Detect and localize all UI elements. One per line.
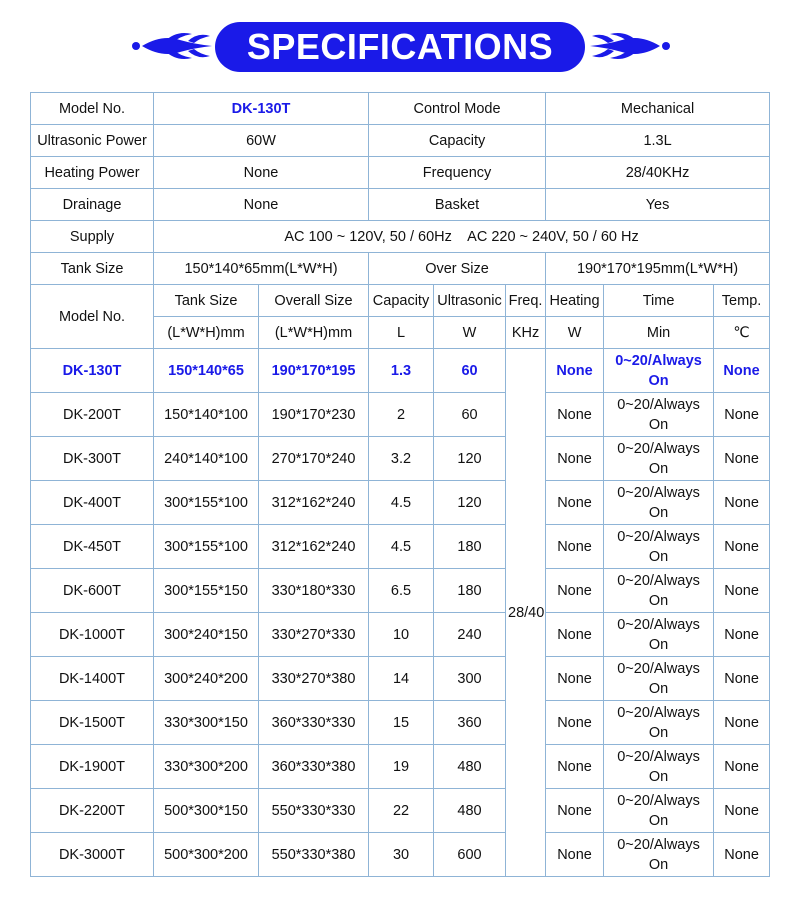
time-line-2: On bbox=[648, 768, 669, 785]
unit-header: (L*W*H)mm bbox=[259, 317, 369, 349]
table-row bbox=[31, 437, 770, 481]
cell-tank: 150*140*100 bbox=[154, 393, 259, 437]
cell-tank: 330*300*200 bbox=[154, 745, 259, 789]
cell-capacity: 15 bbox=[369, 701, 434, 745]
cell-capacity: 4.5 bbox=[369, 525, 434, 569]
cell-time bbox=[604, 393, 714, 437]
cell-ultrasonic: 120 bbox=[434, 437, 506, 481]
header bbox=[0, 0, 800, 84]
time-line-1: 0~20/Always bbox=[617, 396, 700, 413]
cell-ultrasonic: 60 bbox=[434, 393, 506, 437]
time-line-1: 0~20/Always bbox=[617, 528, 700, 545]
cell-model: DK-600T bbox=[31, 569, 154, 613]
cell-model: DK-400T bbox=[31, 481, 154, 525]
cell-heating: None bbox=[546, 613, 604, 657]
summary-value: None bbox=[154, 189, 369, 221]
cell-ultrasonic: 180 bbox=[434, 525, 506, 569]
cell-temp: None bbox=[714, 481, 770, 525]
time-line-2: On bbox=[648, 416, 669, 433]
table-row bbox=[31, 525, 770, 569]
summary-value: DK-130T bbox=[154, 93, 369, 125]
summary-label: Drainage bbox=[31, 189, 154, 221]
cell-overall: 550*330*330 bbox=[259, 789, 369, 833]
spec-table bbox=[30, 92, 770, 877]
cell-heating: None bbox=[546, 437, 604, 481]
column-header: Capacity bbox=[369, 285, 434, 317]
summary-label: Supply bbox=[31, 221, 154, 253]
summary-value: Mechanical bbox=[546, 93, 770, 125]
cell-heating: None bbox=[546, 349, 604, 393]
column-header: Model No. bbox=[31, 285, 154, 349]
cell-overall: 190*170*230 bbox=[259, 393, 369, 437]
cell-time bbox=[604, 349, 714, 393]
summary-row-supply bbox=[31, 221, 770, 253]
cell-capacity: 3.2 bbox=[369, 437, 434, 481]
cell-model: DK-200T bbox=[31, 393, 154, 437]
cell-time bbox=[604, 833, 714, 877]
column-header: Temp. bbox=[714, 285, 770, 317]
summary-label: Ultrasonic Power bbox=[31, 125, 154, 157]
table-row bbox=[31, 393, 770, 437]
cell-tank: 300*155*100 bbox=[154, 525, 259, 569]
time-line-1: 0~20/Always bbox=[615, 352, 702, 369]
model-rows bbox=[31, 349, 770, 877]
cell-heating: None bbox=[546, 481, 604, 525]
cell-ultrasonic: 60 bbox=[434, 349, 506, 393]
summary-row-power bbox=[31, 125, 770, 157]
cell-capacity: 2 bbox=[369, 393, 434, 437]
cell-temp: None bbox=[714, 833, 770, 877]
cell-tank: 300*155*100 bbox=[154, 481, 259, 525]
column-header: Time bbox=[604, 285, 714, 317]
time-line-2: On bbox=[648, 504, 669, 521]
summary-value: 60W bbox=[154, 125, 369, 157]
cell-temp: None bbox=[714, 745, 770, 789]
cell-ultrasonic: 240 bbox=[434, 613, 506, 657]
time-line-1: 0~20/Always bbox=[617, 660, 700, 677]
cell-model: DK-1000T bbox=[31, 613, 154, 657]
cell-temp: None bbox=[714, 613, 770, 657]
summary-label: Heating Power bbox=[31, 157, 154, 189]
cell-ultrasonic: 480 bbox=[434, 789, 506, 833]
time-line-1: 0~20/Always bbox=[617, 792, 700, 809]
cell-time bbox=[604, 437, 714, 481]
page-title: SPECIFICATIONS bbox=[215, 22, 585, 72]
time-line-2: On bbox=[648, 372, 669, 389]
cell-overall: 360*330*380 bbox=[259, 745, 369, 789]
summary-label: Model No. bbox=[31, 93, 154, 125]
cell-heating: None bbox=[546, 745, 604, 789]
cell-heating: None bbox=[546, 393, 604, 437]
cell-model: DK-300T bbox=[31, 437, 154, 481]
time-line-2: On bbox=[648, 548, 669, 565]
cell-tank: 300*240*150 bbox=[154, 613, 259, 657]
summary-value: 150*140*65mm(L*W*H) bbox=[154, 253, 369, 285]
time-line-2: On bbox=[648, 812, 669, 829]
cell-capacity: 22 bbox=[369, 789, 434, 833]
time-line-1: 0~20/Always bbox=[617, 484, 700, 501]
cell-temp: None bbox=[714, 569, 770, 613]
cell-capacity: 10 bbox=[369, 613, 434, 657]
cell-model: DK-130T bbox=[31, 349, 154, 393]
cell-temp: None bbox=[714, 349, 770, 393]
time-line-2: On bbox=[648, 680, 669, 697]
models-header-row bbox=[31, 285, 770, 317]
cell-model: DK-1400T bbox=[31, 657, 154, 701]
unit-header: ℃ bbox=[714, 317, 770, 349]
cell-freq: 28/40 bbox=[506, 349, 546, 877]
unit-header: KHz bbox=[506, 317, 546, 349]
summary-label: Control Mode bbox=[369, 93, 546, 125]
table-row bbox=[31, 789, 770, 833]
column-header: Freq. bbox=[506, 285, 546, 317]
cell-ultrasonic: 300 bbox=[434, 657, 506, 701]
summary-label: Frequency bbox=[369, 157, 546, 189]
cell-overall: 270*170*240 bbox=[259, 437, 369, 481]
cell-overall: 360*330*330 bbox=[259, 701, 369, 745]
cell-tank: 300*155*150 bbox=[154, 569, 259, 613]
cell-temp: None bbox=[714, 789, 770, 833]
summary-row-drainage bbox=[31, 189, 770, 221]
cell-ultrasonic: 120 bbox=[434, 481, 506, 525]
cell-model: DK-3000T bbox=[31, 833, 154, 877]
cell-capacity: 6.5 bbox=[369, 569, 434, 613]
time-line-2: On bbox=[648, 460, 669, 477]
summary-value: Yes bbox=[546, 189, 770, 221]
unit-header: L bbox=[369, 317, 434, 349]
cell-tank: 330*300*150 bbox=[154, 701, 259, 745]
cell-capacity: 19 bbox=[369, 745, 434, 789]
cell-tank: 500*300*150 bbox=[154, 789, 259, 833]
cell-overall: 330*270*330 bbox=[259, 613, 369, 657]
cell-temp: None bbox=[714, 701, 770, 745]
cell-heating: None bbox=[546, 833, 604, 877]
table-row bbox=[31, 349, 770, 393]
time-line-1: 0~20/Always bbox=[617, 572, 700, 589]
right-ornament-icon bbox=[588, 30, 672, 62]
cell-tank: 150*140*65 bbox=[154, 349, 259, 393]
cell-temp: None bbox=[714, 525, 770, 569]
column-header: Ultrasonic bbox=[434, 285, 506, 317]
cell-model: DK-1900T bbox=[31, 745, 154, 789]
cell-heating: None bbox=[546, 789, 604, 833]
unit-header: W bbox=[546, 317, 604, 349]
cell-time bbox=[604, 481, 714, 525]
cell-overall: 190*170*195 bbox=[259, 349, 369, 393]
summary-value: 28/40KHz bbox=[546, 157, 770, 189]
cell-time bbox=[604, 789, 714, 833]
cell-overall: 312*162*240 bbox=[259, 481, 369, 525]
table-row bbox=[31, 613, 770, 657]
table-row bbox=[31, 745, 770, 789]
summary-row-size bbox=[31, 253, 770, 285]
cell-heating: None bbox=[546, 701, 604, 745]
table-row bbox=[31, 657, 770, 701]
cell-heating: None bbox=[546, 657, 604, 701]
time-line-2: On bbox=[648, 636, 669, 653]
time-line-2: On bbox=[648, 592, 669, 609]
summary-value: 1.3L bbox=[546, 125, 770, 157]
cell-temp: None bbox=[714, 437, 770, 481]
summary-label: Over Size bbox=[369, 253, 546, 285]
cell-heating: None bbox=[546, 525, 604, 569]
cell-overall: 550*330*380 bbox=[259, 833, 369, 877]
cell-overall: 330*180*330 bbox=[259, 569, 369, 613]
cell-capacity: 4.5 bbox=[369, 481, 434, 525]
time-line-2: On bbox=[648, 856, 669, 873]
cell-overall: 330*270*380 bbox=[259, 657, 369, 701]
cell-tank: 240*140*100 bbox=[154, 437, 259, 481]
unit-header: Min bbox=[604, 317, 714, 349]
cell-overall: 312*162*240 bbox=[259, 525, 369, 569]
left-ornament-icon bbox=[130, 30, 214, 62]
cell-temp: None bbox=[714, 393, 770, 437]
summary-row-model bbox=[31, 93, 770, 125]
cell-ultrasonic: 600 bbox=[434, 833, 506, 877]
unit-header: W bbox=[434, 317, 506, 349]
cell-ultrasonic: 180 bbox=[434, 569, 506, 613]
table-row bbox=[31, 833, 770, 877]
cell-capacity: 1.3 bbox=[369, 349, 434, 393]
cell-model: DK-450T bbox=[31, 525, 154, 569]
cell-model: DK-2200T bbox=[31, 789, 154, 833]
cell-ultrasonic: 360 bbox=[434, 701, 506, 745]
summary-row-heating bbox=[31, 157, 770, 189]
time-line-1: 0~20/Always bbox=[617, 704, 700, 721]
table-row bbox=[31, 569, 770, 613]
cell-capacity: 30 bbox=[369, 833, 434, 877]
column-header: Tank Size bbox=[154, 285, 259, 317]
cell-temp: None bbox=[714, 657, 770, 701]
summary-value: 190*170*195mm(L*W*H) bbox=[546, 253, 770, 285]
cell-time bbox=[604, 701, 714, 745]
time-line-1: 0~20/Always bbox=[617, 836, 700, 853]
cell-tank: 300*240*200 bbox=[154, 657, 259, 701]
cell-heating: None bbox=[546, 569, 604, 613]
summary-label: Capacity bbox=[369, 125, 546, 157]
cell-time bbox=[604, 525, 714, 569]
time-line-2: On bbox=[648, 724, 669, 741]
time-line-1: 0~20/Always bbox=[617, 616, 700, 633]
time-line-1: 0~20/Always bbox=[617, 748, 700, 765]
summary-label: Tank Size bbox=[31, 253, 154, 285]
summary-value: AC 100 ~ 120V, 50 / 60Hz AC 220 ~ 240V, 50 / 60 Hz bbox=[154, 221, 770, 253]
cell-capacity: 14 bbox=[369, 657, 434, 701]
cell-time bbox=[604, 613, 714, 657]
cell-time bbox=[604, 745, 714, 789]
table-row bbox=[31, 701, 770, 745]
cell-ultrasonic: 480 bbox=[434, 745, 506, 789]
column-header: Heating bbox=[546, 285, 604, 317]
column-header: Overall Size bbox=[259, 285, 369, 317]
cell-tank: 500*300*200 bbox=[154, 833, 259, 877]
unit-header: (L*W*H)mm bbox=[154, 317, 259, 349]
cell-time bbox=[604, 569, 714, 613]
cell-model: DK-1500T bbox=[31, 701, 154, 745]
summary-value: None bbox=[154, 157, 369, 189]
cell-time bbox=[604, 657, 714, 701]
table-row bbox=[31, 481, 770, 525]
time-line-1: 0~20/Always bbox=[617, 440, 700, 457]
summary-label: Basket bbox=[369, 189, 546, 221]
